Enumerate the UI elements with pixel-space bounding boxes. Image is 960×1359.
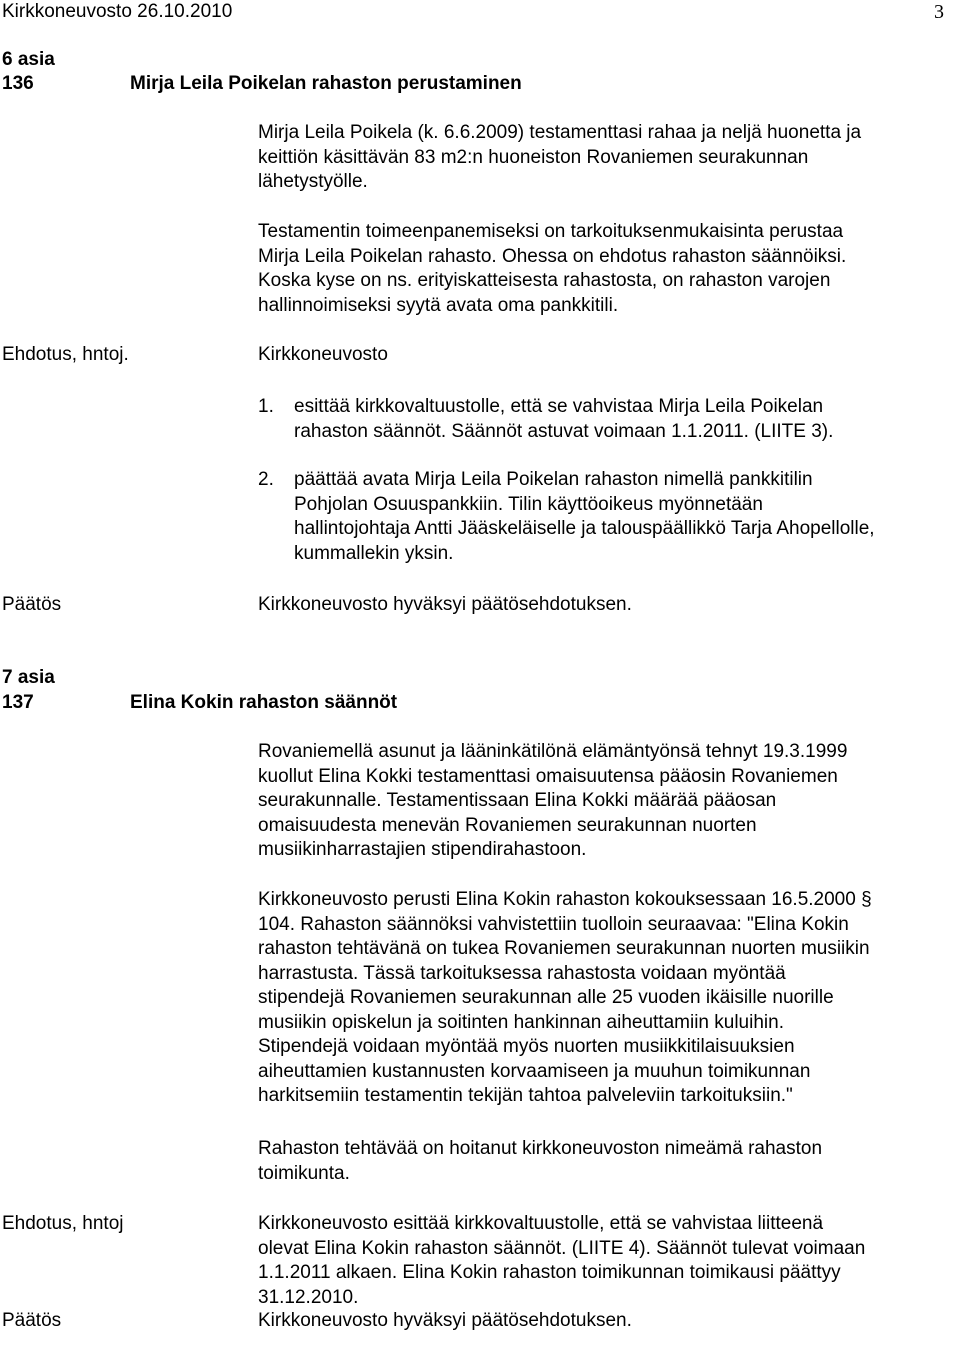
text-line: omaisuudesta menevän Rovaniemen seurakunnan nuorten: [258, 814, 757, 836]
text-line: olevat Elina Kokin rahaston säännöt. (LIITE 4). Säännöt tulevat voimaan: [258, 1237, 866, 1259]
text-line: Mirja Leila Poikelan rahasto. Ohessa on ehdotus rahaston säännöiksi.: [258, 245, 847, 267]
text-line: Testamentin toimeenpanemiseksi on tarkoituksenmukaisinta perustaa: [258, 221, 844, 242]
text-line: stipendejä Rovaniemen seurakunnan alle 25 vuoden ikäisille nuorille: [258, 987, 834, 1008]
text-line: Rahaston tehtävää on hoitanut kirkkoneuvoston nimeämä rahaston: [258, 1138, 823, 1159]
item-7-proposal-body: [258, 1212, 865, 1310]
item-6-number: 136: [2, 73, 34, 94]
item-6-paragraph-1: [258, 121, 861, 195]
text-line: 31.12.2010.: [258, 1286, 359, 1308]
item-6-proposal-body: Kirkkoneuvosto: [258, 344, 388, 365]
text-line: 1.1.2011 alkaen. Elina Kokin rahaston toimikunnan toimikausi päättyy: [258, 1262, 841, 1283]
text-line: seurakunnalle. Testamentissaan Elina Kokki määrää pääosan: [258, 790, 777, 811]
item-7-decision-text: Kirkkoneuvosto hyväksyi päätösehdotuksen.: [258, 1310, 632, 1331]
item-6-decision-label: Päätös: [2, 594, 62, 615]
item-6-title: Mirja Leila Poikelan rahaston perustaminen: [130, 73, 522, 94]
text-line: rahaston säännöt. Säännöt astuvat voimaan 1.1.2011. (LIITE 3).: [294, 420, 834, 442]
page-header-title: Kirkkoneuvosto 26.10.2010: [2, 1, 233, 22]
item-6-paragraph-2: [258, 220, 846, 318]
item-6-list-item-2: [258, 468, 875, 566]
text-line: esittää kirkkovaltuustolle, että se vahvistaa Mirja Leila Poikelan: [294, 396, 824, 417]
text-line: aiheuttamien kustannusten korvaamiseen ja muuhun toimikunnan: [258, 1060, 811, 1082]
item-7-paragraph-3: [258, 1137, 822, 1186]
text-line: hallinnoimiseksi syytä avata oma pankkitili.: [258, 294, 619, 316]
text-line: Mirja Leila Poikela (k. 6.6.2009) testamenttasi rahaa ja neljä huonetta ja: [258, 122, 862, 143]
text-line: toimikunta.: [258, 1162, 350, 1184]
page-number: 3: [934, 1, 944, 23]
text-line: hallintojohtaja Antti Jääskeläiselle ja talouspäällikkö Tarja Ahopellolle,: [294, 518, 875, 539]
item-6-decision-text: Kirkkoneuvosto hyväksyi päätösehdotuksen.: [258, 594, 632, 615]
item-7-number: 137: [2, 692, 34, 713]
text-line: Stipendejä voidaan myöntää myös nuorten musiikkitilaisuuksien: [258, 1036, 795, 1057]
list-number: 1.: [258, 396, 274, 417]
list-number: 2.: [258, 469, 274, 490]
text-line: Pohjolan Osuuspankkiin. Tilin käyttöoikeus myönnetään: [294, 493, 763, 515]
item-7-paragraph-1: [258, 740, 847, 863]
text-line: harkitsemiin testamentin tekijän tahtoa palveleviin tarkoituksiin.": [258, 1085, 793, 1106]
text-line: lähetystyölle.: [258, 171, 368, 192]
text-line: Kirkkoneuvosto esittää kirkkovaltuustolle, että se vahvistaa liitteenä: [258, 1213, 824, 1234]
text-line: 104. Rahaston säännöksi vahvistettiin tuolloin seuraavaa: "Elina Kokin: [258, 913, 849, 935]
text-line: harrastusta. Tässä tarkoituksessa rahastosta voidaan myöntää: [258, 962, 786, 984]
text-line: Rovaniemellä asunut ja lääninkätilönä elämäntyönsä tehnyt 19.3.1999: [258, 741, 848, 762]
text-line: musiikinharrastajien stipendirahastoon.: [258, 839, 587, 860]
text-line: päättää avata Mirja Leila Poikelan rahaston nimellä pankkitilin: [294, 469, 813, 490]
item-7-asia: 7 asia: [2, 667, 55, 688]
text-line: kuollut Elina Kokki testamenttasi omaisuutensa pääosin Rovaniemen: [258, 765, 838, 787]
item-6-list-item-1: [258, 395, 833, 444]
text-line: kummallekin yksin.: [294, 542, 454, 564]
item-7-paragraph-2: [258, 888, 872, 1109]
item-7-title: Elina Kokin rahaston säännöt: [130, 692, 398, 713]
item-6-asia: 6 asia: [2, 49, 55, 70]
text-line: Koska kyse on ns. erityiskatteisesta rahastosta, on rahaston varojen: [258, 270, 831, 291]
text-line: musiikin opiskelun ja soitinten hankinnan aiheuttamiin kuluihin.: [258, 1011, 784, 1033]
item-7-decision-label: Päätös: [2, 1310, 62, 1331]
text-line: keittiön käsittävän 83 m2:n huoneiston Rovaniemen seurakunnan: [258, 146, 809, 168]
text-line: Kirkkoneuvosto perusti Elina Kokin rahaston kokouksessaan 16.5.2000 §: [258, 889, 872, 910]
text-line: rahaston tehtävänä on tukea Rovaniemen seurakunnan nuorten musiikin: [258, 938, 870, 959]
item-7-proposal-label: Ehdotus, hntoj: [2, 1213, 124, 1234]
item-6-proposal-label: Ehdotus, hntoj.: [2, 344, 129, 365]
